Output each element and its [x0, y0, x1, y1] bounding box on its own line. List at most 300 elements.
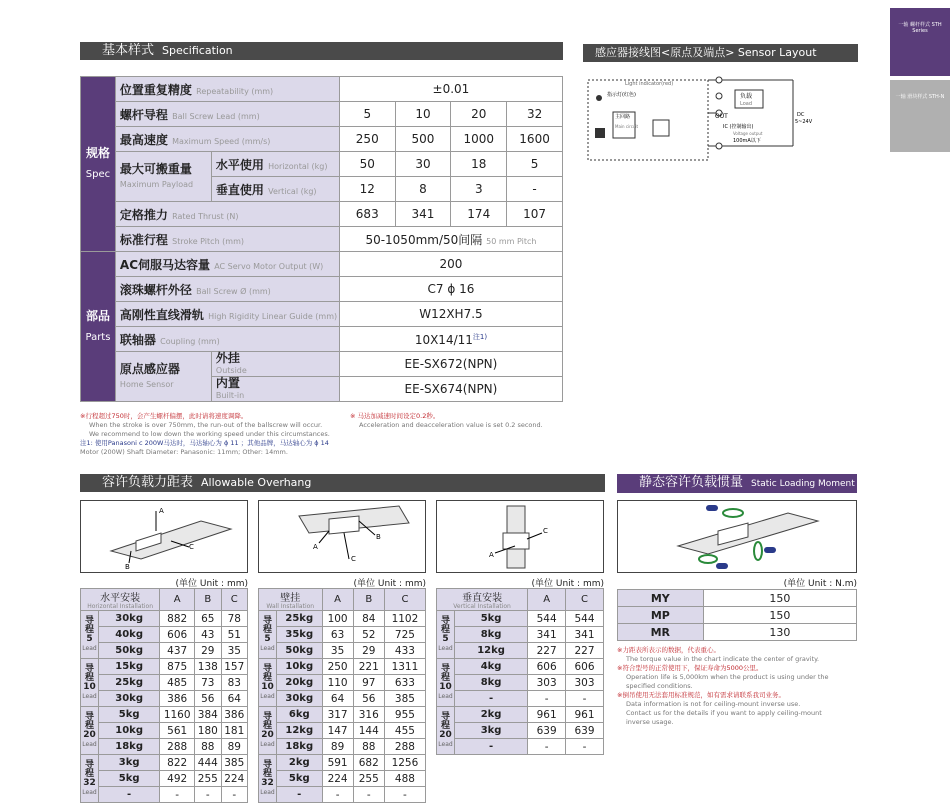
guide-cn: 高刚性直线滑轨	[119, 307, 204, 322]
table-row	[437, 659, 604, 675]
payload-v-cn: 垂直使用	[215, 182, 264, 197]
table-title	[437, 589, 528, 611]
moment-key: MR	[618, 624, 704, 641]
moment-key: MY	[618, 590, 704, 607]
lead-cell	[259, 659, 277, 707]
value-cell: -	[195, 787, 221, 803]
value-cell: 43	[195, 627, 221, 643]
moment-note-c-en2: Contact us for the details if you want to apply ceiling-mount	[626, 709, 822, 717]
sensor-load-text: 负载	[740, 93, 753, 100]
value-cell: -	[353, 787, 384, 803]
spec-notes-right	[350, 412, 565, 430]
payload-v-en: Vertical (kg)	[268, 186, 317, 196]
speed-cn: 最高速度	[119, 132, 168, 147]
weight-cell: 15kg	[99, 659, 160, 675]
moment-diagram-svg	[618, 501, 856, 572]
lead-value: 10	[261, 681, 274, 692]
coupling-label	[115, 327, 339, 352]
value-cell: 224	[322, 771, 353, 787]
payload-cn: 最大可搬重量	[119, 161, 192, 176]
value-cell: 386	[221, 707, 247, 723]
moment-note-b-en2: specified conditions.	[626, 682, 693, 690]
side-tab-label: 一轴 滑块样式 STH-N	[895, 94, 945, 100]
value-cell: 303	[528, 675, 566, 691]
value-cell: 255	[353, 771, 384, 787]
table-row	[81, 739, 248, 755]
value-cell: 386	[160, 691, 195, 707]
value-cell: 1311	[384, 659, 425, 675]
motor-en: AC Servo Motor Output (W)	[214, 261, 324, 271]
spec-side-en: Spec	[85, 169, 111, 180]
lead-cell	[81, 659, 99, 707]
value-cell: 317	[322, 707, 353, 723]
payload-h-label	[211, 152, 339, 177]
weight-cell: 30kg	[277, 691, 323, 707]
motor-label	[115, 252, 339, 277]
value-cell: 385	[384, 691, 425, 707]
weight-cell: 5kg	[455, 611, 528, 627]
lead-cell	[81, 755, 99, 803]
weight-cell: 5kg	[277, 771, 323, 787]
home-label	[115, 352, 211, 402]
value-cell: 250	[322, 659, 353, 675]
value-cell: 303	[566, 675, 604, 691]
stroke-cn: 标准行程	[119, 232, 168, 247]
weight-cell: 18kg	[277, 739, 323, 755]
value-cell: 1160	[160, 707, 195, 723]
table-row	[437, 675, 604, 691]
coupling-note: 注1)	[472, 332, 488, 341]
svg-text:A: A	[489, 551, 494, 559]
table-row	[81, 611, 248, 627]
moment-note-c-en1: Data information is not for ceiling-mount inverse use.	[626, 700, 801, 708]
lead-en: Lead	[82, 644, 97, 652]
table-row	[81, 771, 248, 787]
cell: 8	[395, 177, 451, 202]
cell: 1600	[507, 127, 563, 152]
value-cell: 639	[528, 723, 566, 739]
cell: 5	[507, 152, 563, 177]
unit-vertical: (单位 Unit : mm)	[531, 579, 604, 589]
value-cell: 1256	[384, 755, 425, 771]
value-cell: 455	[384, 723, 425, 739]
weight-cell: 5kg	[99, 771, 160, 787]
lead-cn: 导程	[262, 663, 272, 683]
weight-cell: 3kg	[455, 723, 528, 739]
table-row	[81, 302, 563, 327]
value-cell: 288	[160, 739, 195, 755]
lead-cn: 螺杆导程	[119, 107, 168, 122]
value-cell: 316	[353, 707, 384, 723]
overhang-header-en: Allowable Overhang	[201, 476, 312, 489]
value-cell: 341	[566, 627, 604, 643]
sensor-ic-text: IC (控制输出)	[723, 124, 754, 130]
weight-cell: 20kg	[277, 675, 323, 691]
lead-cn: 导程	[440, 711, 450, 731]
value-cell: 89	[322, 739, 353, 755]
cell: 5	[339, 102, 395, 127]
moment-note-a-en: The torque value in the chart indicate the center of gravity.	[626, 655, 820, 663]
column-header: C	[384, 589, 425, 611]
stroke-value	[339, 227, 562, 252]
weight-cell: 40kg	[99, 627, 160, 643]
table-row	[259, 659, 426, 675]
lead-value: 10	[439, 681, 452, 692]
lead-cn: 导程	[84, 759, 94, 779]
coupling-en: Coupling (mm)	[160, 336, 220, 346]
unit-horizontal: (单位 Unit : mm)	[175, 579, 248, 589]
thrust-en: Rated Thrust (N)	[172, 211, 239, 221]
lead-cell	[437, 707, 455, 755]
value-cell: -	[160, 787, 195, 803]
table-row	[81, 252, 563, 277]
value-cell: 384	[195, 707, 221, 723]
value-cell: 875	[160, 659, 195, 675]
unit-moment: (单位 Unit : N.m)	[783, 579, 857, 589]
parts-side-en: Parts	[85, 331, 111, 343]
table-row	[81, 659, 248, 675]
home-builtin-cn: 内置	[215, 375, 240, 390]
table-row	[81, 691, 248, 707]
moment-note-c: ※倒吊使用无法套用标准规范，如有需求请联系我司业务。	[617, 691, 785, 699]
table-title-en: Vertical Installation	[453, 603, 511, 610]
note-stroke-en2: We recommend to low down the working speed under this circumstances.	[89, 430, 330, 438]
weight-cell: 30kg	[99, 691, 160, 707]
value-cell: 341	[528, 627, 566, 643]
table-row	[81, 77, 563, 102]
thrust-cn: 定格推力	[119, 207, 168, 222]
weight-cell: 50kg	[99, 643, 160, 659]
value-cell: 639	[566, 723, 604, 739]
sensor-out-text: OUT	[715, 113, 728, 120]
wall-table	[258, 588, 426, 803]
cell: 10	[395, 102, 451, 127]
table-row	[81, 707, 248, 723]
note-motor: 注1: 使用Panasoni c 200W马达时，马达轴心为 ϕ 11 ；其他品牌，马达轴心为 ϕ 14	[80, 439, 329, 447]
svg-text:B: B	[125, 563, 130, 571]
svg-text:C: C	[189, 543, 194, 551]
vertical-diagram-svg	[437, 501, 603, 572]
table-header-row	[81, 589, 248, 611]
value-cell: 84	[353, 611, 384, 627]
cell: 32	[507, 102, 563, 127]
column-header: B	[195, 589, 221, 611]
note-accel-en: Acceleration and deacceleration value is set 0.2 second.	[359, 421, 543, 429]
repeat-label	[115, 77, 339, 102]
lead-en: Lead	[260, 788, 275, 796]
lead-cn: 导程	[84, 663, 94, 683]
guide-label	[115, 302, 339, 327]
weight-cell: -	[277, 787, 323, 803]
weight-cell: 6kg	[277, 707, 323, 723]
value-cell: 444	[195, 755, 221, 771]
horizontal-table	[80, 588, 248, 803]
lead-value: 20	[261, 729, 274, 740]
table-row	[437, 739, 604, 755]
value-cell: 633	[384, 675, 425, 691]
lead-cn: 导程	[262, 759, 272, 779]
table-row	[81, 352, 563, 377]
weight-cell: 12kg	[455, 643, 528, 659]
table-row	[437, 611, 604, 627]
value-cell: 227	[528, 643, 566, 659]
lead-en: Lead	[260, 740, 275, 748]
column-header: C	[566, 589, 604, 611]
parts-side-cn: 部品	[85, 308, 110, 323]
moment-value: 150	[703, 590, 856, 607]
table-row	[259, 723, 426, 739]
value-cell: -	[528, 691, 566, 707]
wall-diagram	[258, 500, 426, 573]
value-cell: 882	[160, 611, 195, 627]
cell: 18	[451, 152, 507, 177]
table-header-row	[259, 589, 426, 611]
table-row	[259, 675, 426, 691]
cell: 1000	[451, 127, 507, 152]
repeat-en: Repeatability (mm)	[196, 86, 274, 96]
guide-en: High Rigidity Linear Guide (mm)	[208, 311, 338, 321]
value-cell: 100	[322, 611, 353, 627]
stroke-en: Stroke Pitch (mm)	[172, 236, 245, 246]
cell: 3	[451, 177, 507, 202]
lead-en: Lead	[438, 692, 453, 700]
sensor-diagram	[583, 68, 813, 168]
column-header: B	[353, 589, 384, 611]
stroke-value-en: 50 mm Pitch	[486, 236, 537, 246]
lead-cn: 导程	[440, 615, 450, 635]
value-cell: 492	[160, 771, 195, 787]
value-cell: 606	[528, 659, 566, 675]
value-cell: -	[528, 739, 566, 755]
lead-en: Lead	[82, 788, 97, 796]
vertical-table	[436, 588, 604, 755]
table-row	[259, 771, 426, 787]
motor-value: 200	[339, 252, 562, 277]
speed-en: Maximum Speed (mm/s)	[172, 136, 271, 146]
cell: 20	[451, 102, 507, 127]
value-cell: 110	[322, 675, 353, 691]
cell: 341	[395, 202, 451, 227]
home-builtin-value: EE-SX674(NPN)	[339, 377, 562, 402]
weight-cell: 2kg	[455, 707, 528, 723]
svg-text:B: B	[376, 533, 381, 541]
value-cell: 180	[195, 723, 221, 739]
value-cell: 221	[353, 659, 384, 675]
lead-value: 32	[83, 777, 96, 788]
value-cell: 52	[353, 627, 384, 643]
side-tab-sthn[interactable]	[890, 80, 950, 152]
table-row	[81, 627, 248, 643]
sensor-ma-text: 100mA以下	[733, 138, 761, 144]
note-stroke: ※行程超过750时，会产生螺杆偏摆，此时请将速度调降。	[80, 412, 248, 420]
payload-h-cn: 水平使用	[215, 157, 264, 172]
payload-v-label	[211, 177, 339, 202]
table-row	[81, 102, 563, 127]
value-cell: 157	[221, 659, 247, 675]
horizontal-diagram-svg	[81, 501, 247, 572]
table-title-cn: 垂直安装	[462, 593, 503, 604]
lead-en: Lead	[82, 740, 97, 748]
lead-en: Ball Screw Lead (mm)	[172, 111, 260, 121]
spec-notes-left	[80, 412, 350, 457]
repeat-cn: 位置重复精度	[119, 82, 192, 97]
value-cell: 56	[353, 691, 384, 707]
value-cell: 35	[322, 643, 353, 659]
table-row	[259, 643, 426, 659]
table-row	[618, 624, 857, 641]
sensor-main-en: Main circuit	[615, 124, 639, 129]
value-cell: 961	[566, 707, 604, 723]
value-cell: 65	[195, 611, 221, 627]
lead-en: Lead	[438, 740, 453, 748]
value-cell: 181	[221, 723, 247, 739]
home-outside-cn: 外挂	[215, 350, 240, 365]
moment-diagram	[617, 500, 857, 573]
lead-cn: 导程	[262, 615, 272, 635]
value-cell: 385	[221, 755, 247, 771]
value-cell: 725	[384, 627, 425, 643]
home-builtin-label	[211, 377, 339, 402]
home-outside-value: EE-SX672(NPN)	[339, 352, 562, 377]
cell: 250	[339, 127, 395, 152]
moment-note-b-en1: Operation life is 5,000km when the product is using under the	[626, 673, 829, 681]
home-en: Home Sensor	[119, 379, 174, 389]
lead-en: Lead	[82, 692, 97, 700]
weight-cell: 50kg	[277, 643, 323, 659]
sensor-v-text: 5~24V	[795, 119, 813, 125]
sensor-dc-text: DC	[797, 112, 805, 118]
lead-value: 5	[264, 633, 271, 644]
lead-en: Lead	[260, 644, 275, 652]
table-row	[81, 755, 248, 771]
speed-label	[115, 127, 339, 152]
table-row	[81, 675, 248, 691]
side-tab-label: 一轴 螺杆样式 STH Series	[898, 22, 942, 34]
value-cell: -	[566, 739, 604, 755]
table-row	[437, 643, 604, 659]
lead-label	[115, 102, 339, 127]
table-row	[81, 723, 248, 739]
sensor-load-en: Load	[740, 101, 752, 107]
table-header-row	[437, 589, 604, 611]
value-cell: 955	[384, 707, 425, 723]
sensor-vo-text: Voltage output	[733, 131, 763, 136]
value-cell: 488	[384, 771, 425, 787]
svg-text:C: C	[543, 527, 548, 535]
overhang-header-cn: 容许负载力距表	[102, 475, 194, 490]
column-header: C	[221, 589, 247, 611]
parts-side-label	[81, 252, 116, 402]
value-cell: 51	[221, 627, 247, 643]
table-row	[259, 755, 426, 771]
value-cell: 88	[353, 739, 384, 755]
coupling-value-text: 10X14/11	[414, 332, 473, 347]
table-row	[81, 643, 248, 659]
repeat-value: ±0.01	[339, 77, 562, 102]
note-motor-en: Motor (200W) Shaft Diameter: Panasonic: 11mm; Other: 14mm.	[80, 448, 288, 456]
note-accel: ※ 马达加减速时间设定0.2秒。	[350, 412, 440, 420]
moment-key: MP	[618, 607, 704, 624]
lead-cell	[81, 611, 99, 659]
sensor-indicator-text: 指示灯(红色)	[607, 92, 636, 98]
value-cell: 1102	[384, 611, 425, 627]
lead-cn: 导程	[440, 663, 450, 683]
lead-cell	[437, 659, 455, 707]
table-row	[81, 787, 248, 803]
moment-note-a: ※力距表所表示的数据，代表重心。	[617, 646, 720, 654]
value-cell: 89	[221, 739, 247, 755]
sensor-header: 感应器接线图<原点及端点> Sensor Layout	[583, 44, 858, 62]
table-row	[81, 277, 563, 302]
value-cell: 97	[353, 675, 384, 691]
sensor-main-text: 主回路	[615, 114, 631, 120]
svg-text:A: A	[313, 543, 318, 551]
payload-label	[115, 152, 211, 202]
value-cell: 433	[384, 643, 425, 659]
lead-value: 5	[86, 633, 93, 644]
side-tab-sth[interactable]	[890, 8, 950, 76]
coupling-value	[339, 327, 562, 352]
sensor-light-text: Light indicator(red)	[625, 81, 674, 87]
lead-value: 20	[83, 729, 96, 740]
value-cell: 224	[221, 771, 247, 787]
stroke-label	[115, 227, 339, 252]
table-row	[259, 739, 426, 755]
moment-value: 130	[703, 624, 856, 641]
moment-value: 150	[703, 607, 856, 624]
table-row	[618, 607, 857, 624]
spec-side-label	[81, 77, 116, 252]
table-row	[437, 627, 604, 643]
cell: 12	[339, 177, 395, 202]
home-outside-label	[211, 352, 339, 377]
weight-cell: 4kg	[455, 659, 528, 675]
weight-cell: 12kg	[277, 723, 323, 739]
screw-en: Ball Screw Ø (mm)	[196, 286, 271, 296]
value-cell: 606	[566, 659, 604, 675]
value-cell: 961	[528, 707, 566, 723]
value-cell: 64	[221, 691, 247, 707]
lead-value: 5	[442, 633, 449, 644]
horizontal-diagram	[80, 500, 248, 573]
table-row	[618, 590, 857, 607]
lead-value: 32	[261, 777, 274, 788]
table-row	[259, 691, 426, 707]
value-cell: 227	[566, 643, 604, 659]
weight-cell: 2kg	[277, 755, 323, 771]
svg-text:C: C	[351, 555, 356, 563]
table-row	[259, 787, 426, 803]
screw-value: C7 ϕ 16	[339, 277, 562, 302]
coupling-cn: 联轴器	[119, 332, 156, 347]
unit-wall: (单位 Unit : mm)	[353, 579, 426, 589]
value-cell: 255	[195, 771, 221, 787]
lead-value: 20	[439, 729, 452, 740]
table-title-en: Wall Installation	[266, 603, 315, 610]
wall-diagram-svg	[259, 501, 425, 572]
value-cell: 73	[195, 675, 221, 691]
weight-cell: 18kg	[99, 739, 160, 755]
lead-en: Lead	[260, 692, 275, 700]
spec-header-en: Specification	[162, 44, 233, 57]
payload-h-en: Horizontal (kg)	[268, 161, 328, 171]
value-cell: 682	[353, 755, 384, 771]
value-cell: 288	[384, 739, 425, 755]
value-cell: 591	[322, 755, 353, 771]
cell: 107	[507, 202, 563, 227]
moment-notes	[617, 646, 862, 727]
lead-value: 10	[83, 681, 96, 692]
